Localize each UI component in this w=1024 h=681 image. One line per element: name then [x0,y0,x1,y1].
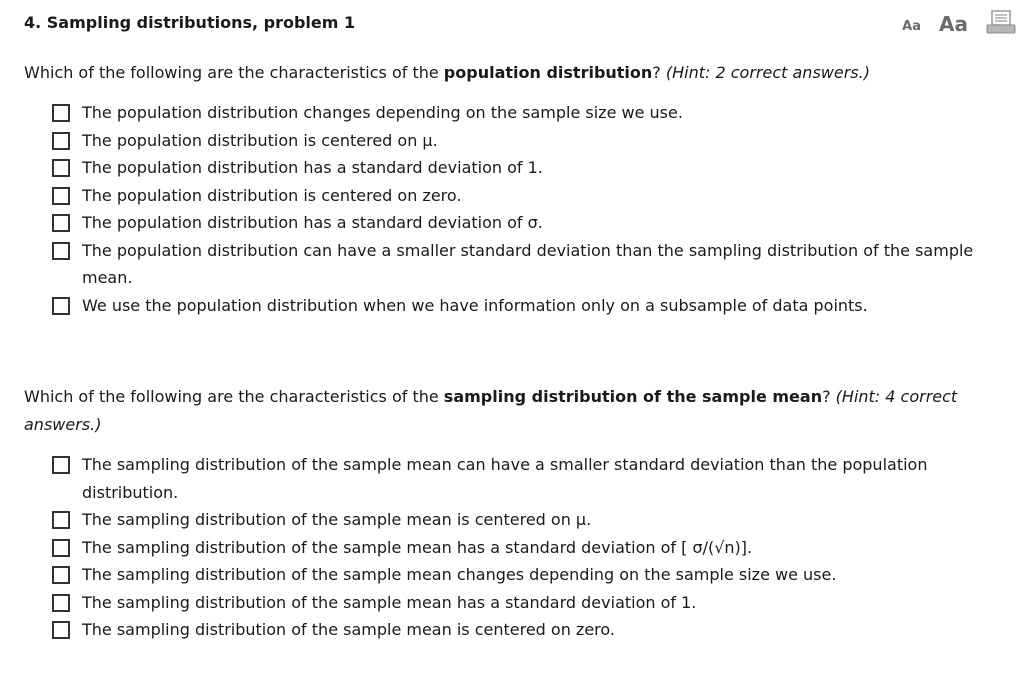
option-label: The sampling distribution of the sample mean changes depending on the sample size we use. [82,565,837,584]
checkbox[interactable] [52,214,70,232]
answer-option[interactable] [52,561,1008,589]
option-label: The sampling distribution of the sample mean has a standard deviation of [ σ/(√n)]. [82,537,753,557]
answer-option[interactable] [52,237,1008,292]
option-label: The sampling distribution of the sample mean is centered on zero. [82,620,615,639]
checkbox[interactable] [52,104,70,122]
answer-options [24,99,1008,319]
checkbox[interactable] [52,132,70,150]
checkbox[interactable] [52,539,70,557]
option-label: The population distribution has a standard deviation of σ. [82,213,543,232]
answer-option[interactable] [52,534,1008,562]
option-label: The sampling distribution of the sample mean has a standard deviation of 1. [82,592,697,612]
question-prompt [24,59,1008,87]
answer-option[interactable] [52,616,1008,644]
answer-option[interactable] [52,182,1008,210]
answer-option[interactable] [52,292,1008,320]
question-sampling-distribution [24,383,1008,644]
checkbox[interactable] [52,594,70,612]
option-label: The population distribution is centered on μ. [82,130,438,150]
checkbox[interactable] [52,511,70,529]
toolbar [902,11,1016,37]
checkbox[interactable] [52,187,70,205]
answer-option[interactable] [52,154,1008,182]
question-prompt [24,383,1008,439]
answer-option[interactable] [52,451,1008,506]
option-label: The population distribution changes depending on the sample size we use. [82,103,683,122]
answer-option[interactable] [52,506,1008,534]
checkbox[interactable] [52,566,70,584]
option-label: The sampling distribution of the sample mean can have a smaller standard deviation than the population distribution. [82,455,928,502]
answer-option[interactable] [52,209,1008,237]
prompt-text: Which of the following are the characteristics of the [24,63,444,82]
prompt-emphasis: population distribution [443,63,653,82]
hint-text: (Hint: 2 correct answers.) [665,63,870,82]
answer-option[interactable] [52,99,1008,127]
prompt-question-mark: ? [652,63,666,82]
header [24,11,1016,37]
prompt-question-mark: ? [822,387,836,406]
answer-option[interactable] [52,127,1008,155]
font-size-large-button[interactable]: Aa [939,12,968,36]
page-title: 4. Sampling distributions, problem 1 [24,13,356,32]
prompt-text: Which of the following are the characteristics of the [24,387,444,406]
option-label: The sampling distribution of the sample mean is centered on μ. [82,510,592,529]
option-label: The population distribution can have a smaller standard deviation than the sampling distribution of the sample mean. [82,240,974,287]
print-button[interactable] [986,10,1016,38]
print-icon [986,10,1016,34]
checkbox[interactable] [52,297,70,315]
checkbox[interactable] [52,621,70,639]
font-size-small-button[interactable]: Aa [902,18,922,34]
answer-option[interactable] [52,589,1008,617]
option-label: The population distribution has a standard deviation of 1. [82,158,543,177]
option-label: The population distribution is centered on zero. [82,185,462,205]
option-label: We use the population distribution when we have information only on a subsample of data points. [82,295,868,315]
question-population-distribution [24,59,1008,319]
hint-text: (Hint: 4 correct answers.) [24,387,958,434]
prompt-emphasis: sampling distribution of the sample mean [443,387,823,406]
checkbox[interactable] [52,242,70,260]
answer-options [24,451,1008,644]
checkbox[interactable] [52,159,70,177]
checkbox[interactable] [52,456,70,474]
